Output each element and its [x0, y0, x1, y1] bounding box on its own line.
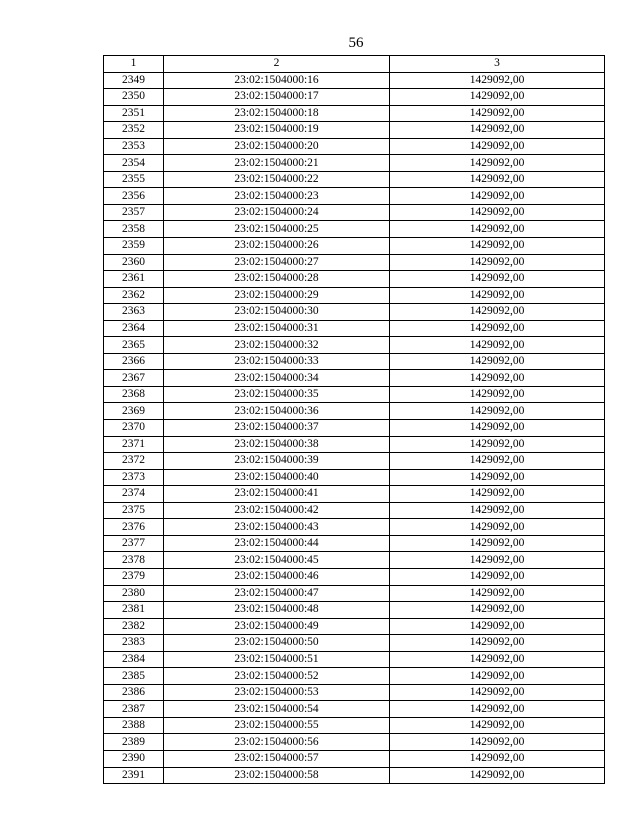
cadastral-number-cell: 23:02:1504000:47	[164, 585, 390, 602]
table-row	[104, 585, 605, 602]
value-cell: 1429092,00	[390, 271, 605, 288]
cadastral-number-cell: 23:02:1504000:17	[164, 89, 390, 106]
table-row	[104, 72, 605, 89]
cadastral-number-cell: 23:02:1504000:52	[164, 668, 390, 685]
table-row	[104, 122, 605, 139]
value-cell: 1429092,00	[390, 701, 605, 718]
cadastral-number-cell: 23:02:1504000:21	[164, 155, 390, 172]
value-cell: 1429092,00	[390, 188, 605, 205]
cadastral-number-cell: 23:02:1504000:32	[164, 337, 390, 354]
cadastral-number-cell: 23:02:1504000:48	[164, 602, 390, 619]
table-row	[104, 519, 605, 536]
cadastral-number-cell: 23:02:1504000:37	[164, 420, 390, 437]
row-number-cell: 2390	[104, 750, 164, 767]
column-header-3: 3	[390, 56, 605, 73]
table-row	[104, 750, 605, 767]
table-row	[104, 304, 605, 321]
row-number-cell: 2382	[104, 618, 164, 635]
table-row	[104, 386, 605, 403]
row-number-cell: 2363	[104, 304, 164, 321]
row-number-cell: 2384	[104, 651, 164, 668]
row-number-cell: 2362	[104, 287, 164, 304]
value-cell: 1429092,00	[390, 568, 605, 585]
value-cell: 1429092,00	[390, 436, 605, 453]
value-cell: 1429092,00	[390, 238, 605, 255]
value-cell: 1429092,00	[390, 734, 605, 751]
value-cell: 1429092,00	[390, 370, 605, 387]
cadastral-number-cell: 23:02:1504000:58	[164, 767, 390, 784]
cadastral-number-cell: 23:02:1504000:22	[164, 171, 390, 188]
table-row	[104, 552, 605, 569]
table-row	[104, 155, 605, 172]
table-row	[104, 602, 605, 619]
table-row	[104, 370, 605, 387]
cadastral-number-cell: 23:02:1504000:29	[164, 287, 390, 304]
cadastral-number-cell: 23:02:1504000:23	[164, 188, 390, 205]
table-row	[104, 469, 605, 486]
value-cell: 1429092,00	[390, 72, 605, 89]
value-cell: 1429092,00	[390, 469, 605, 486]
table-row	[104, 535, 605, 552]
row-number-cell: 2387	[104, 701, 164, 718]
page-number: 56	[348, 35, 364, 51]
table-row	[104, 420, 605, 437]
value-cell: 1429092,00	[390, 453, 605, 470]
value-cell: 1429092,00	[390, 171, 605, 188]
cadastral-number-cell: 23:02:1504000:50	[164, 635, 390, 652]
value-cell: 1429092,00	[390, 635, 605, 652]
row-number-cell: 2366	[104, 353, 164, 370]
table-row	[104, 403, 605, 420]
value-cell: 1429092,00	[390, 552, 605, 569]
cadastral-number-cell: 23:02:1504000:49	[164, 618, 390, 635]
cadastral-number-cell: 23:02:1504000:33	[164, 353, 390, 370]
value-cell: 1429092,00	[390, 105, 605, 122]
column-header-1: 1	[104, 56, 164, 73]
table-row	[104, 320, 605, 337]
value-cell: 1429092,00	[390, 320, 605, 337]
table-row	[104, 651, 605, 668]
table-row	[104, 89, 605, 106]
cadastral-number-cell: 23:02:1504000:28	[164, 271, 390, 288]
table-row	[104, 635, 605, 652]
row-number-cell: 2375	[104, 502, 164, 519]
table-row	[104, 337, 605, 354]
table-row	[104, 436, 605, 453]
cadastral-number-cell: 23:02:1504000:41	[164, 486, 390, 503]
row-number-cell: 2368	[104, 386, 164, 403]
row-number-cell: 2365	[104, 337, 164, 354]
row-number-cell: 2391	[104, 767, 164, 784]
value-cell: 1429092,00	[390, 155, 605, 172]
data-table	[103, 55, 605, 784]
table-row	[104, 353, 605, 370]
row-number-cell: 2379	[104, 568, 164, 585]
row-number-cell: 2356	[104, 188, 164, 205]
cadastral-number-cell: 23:02:1504000:19	[164, 122, 390, 139]
row-number-cell: 2357	[104, 204, 164, 221]
cadastral-number-cell: 23:02:1504000:46	[164, 568, 390, 585]
row-number-cell: 2373	[104, 469, 164, 486]
value-cell: 1429092,00	[390, 304, 605, 321]
value-cell: 1429092,00	[390, 353, 605, 370]
value-cell: 1429092,00	[390, 287, 605, 304]
value-cell: 1429092,00	[390, 221, 605, 238]
cadastral-number-cell: 23:02:1504000:30	[164, 304, 390, 321]
table-row	[104, 138, 605, 155]
value-cell: 1429092,00	[390, 618, 605, 635]
table-row	[104, 502, 605, 519]
value-cell: 1429092,00	[390, 684, 605, 701]
value-cell: 1429092,00	[390, 204, 605, 221]
header-row	[104, 56, 605, 73]
row-number-cell: 2367	[104, 370, 164, 387]
row-number-cell: 2378	[104, 552, 164, 569]
value-cell: 1429092,00	[390, 668, 605, 685]
table-row	[104, 238, 605, 255]
cadastral-number-cell: 23:02:1504000:39	[164, 453, 390, 470]
table-row	[104, 188, 605, 205]
column-header-2: 2	[164, 56, 390, 73]
value-cell: 1429092,00	[390, 337, 605, 354]
cadastral-number-cell: 23:02:1504000:18	[164, 105, 390, 122]
row-number-cell: 2353	[104, 138, 164, 155]
value-cell: 1429092,00	[390, 750, 605, 767]
table-row	[104, 701, 605, 718]
value-cell: 1429092,00	[390, 486, 605, 503]
cadastral-number-cell: 23:02:1504000:34	[164, 370, 390, 387]
cadastral-number-cell: 23:02:1504000:27	[164, 254, 390, 271]
value-cell: 1429092,00	[390, 502, 605, 519]
cadastral-number-cell: 23:02:1504000:16	[164, 72, 390, 89]
value-cell: 1429092,00	[390, 602, 605, 619]
table-row	[104, 486, 605, 503]
value-cell: 1429092,00	[390, 403, 605, 420]
row-number-cell: 2369	[104, 403, 164, 420]
value-cell: 1429092,00	[390, 386, 605, 403]
row-number-cell: 2374	[104, 486, 164, 503]
value-cell: 1429092,00	[390, 138, 605, 155]
row-number-cell: 2389	[104, 734, 164, 751]
table-row	[104, 717, 605, 734]
cadastral-number-cell: 23:02:1504000:55	[164, 717, 390, 734]
cadastral-number-cell: 23:02:1504000:31	[164, 320, 390, 337]
cadastral-number-cell: 23:02:1504000:26	[164, 238, 390, 255]
row-number-cell: 2364	[104, 320, 164, 337]
table-row	[104, 767, 605, 784]
table-row	[104, 254, 605, 271]
row-number-cell: 2352	[104, 122, 164, 139]
value-cell: 1429092,00	[390, 651, 605, 668]
table-row	[104, 171, 605, 188]
row-number-cell: 2360	[104, 254, 164, 271]
cadastral-number-cell: 23:02:1504000:57	[164, 750, 390, 767]
row-number-cell: 2354	[104, 155, 164, 172]
cadastral-number-cell: 23:02:1504000:56	[164, 734, 390, 751]
cadastral-number-cell: 23:02:1504000:25	[164, 221, 390, 238]
table-header	[104, 56, 605, 73]
cadastral-number-cell: 23:02:1504000:44	[164, 535, 390, 552]
cadastral-number-cell: 23:02:1504000:43	[164, 519, 390, 536]
cadastral-number-cell: 23:02:1504000:38	[164, 436, 390, 453]
value-cell: 1429092,00	[390, 585, 605, 602]
cadastral-number-cell: 23:02:1504000:45	[164, 552, 390, 569]
row-number-cell: 2355	[104, 171, 164, 188]
row-number-cell: 2361	[104, 271, 164, 288]
value-cell: 1429092,00	[390, 717, 605, 734]
cadastral-number-cell: 23:02:1504000:40	[164, 469, 390, 486]
cadastral-number-cell: 23:02:1504000:35	[164, 386, 390, 403]
table-row	[104, 453, 605, 470]
value-cell: 1429092,00	[390, 122, 605, 139]
cadastral-number-cell: 23:02:1504000:36	[164, 403, 390, 420]
row-number-cell: 2386	[104, 684, 164, 701]
cadastral-number-cell: 23:02:1504000:20	[164, 138, 390, 155]
cadastral-number-cell: 23:02:1504000:42	[164, 502, 390, 519]
table-row	[104, 568, 605, 585]
row-number-cell: 2371	[104, 436, 164, 453]
cadastral-number-cell: 23:02:1504000:53	[164, 684, 390, 701]
value-cell: 1429092,00	[390, 254, 605, 271]
value-cell: 1429092,00	[390, 519, 605, 536]
table-row	[104, 221, 605, 238]
table-row	[104, 734, 605, 751]
value-cell: 1429092,00	[390, 420, 605, 437]
table-row	[104, 271, 605, 288]
row-number-cell: 2380	[104, 585, 164, 602]
cadastral-number-cell: 23:02:1504000:51	[164, 651, 390, 668]
row-number-cell: 2376	[104, 519, 164, 536]
table-row	[104, 684, 605, 701]
row-number-cell: 2359	[104, 238, 164, 255]
row-number-cell: 2372	[104, 453, 164, 470]
cadastral-number-cell: 23:02:1504000:54	[164, 701, 390, 718]
table-row	[104, 204, 605, 221]
table-row	[104, 287, 605, 304]
row-number-cell: 2358	[104, 221, 164, 238]
value-cell: 1429092,00	[390, 535, 605, 552]
value-cell: 1429092,00	[390, 767, 605, 784]
table-row	[104, 105, 605, 122]
table-row	[104, 618, 605, 635]
cadastral-number-cell: 23:02:1504000:24	[164, 204, 390, 221]
row-number-cell: 2377	[104, 535, 164, 552]
row-number-cell: 2383	[104, 635, 164, 652]
row-number-cell: 2385	[104, 668, 164, 685]
table-body	[104, 72, 605, 784]
row-number-cell: 2370	[104, 420, 164, 437]
row-number-cell: 2388	[104, 717, 164, 734]
value-cell: 1429092,00	[390, 89, 605, 106]
table-row	[104, 668, 605, 685]
row-number-cell: 2351	[104, 105, 164, 122]
row-number-cell: 2381	[104, 602, 164, 619]
row-number-cell: 2349	[104, 72, 164, 89]
row-number-cell: 2350	[104, 89, 164, 106]
